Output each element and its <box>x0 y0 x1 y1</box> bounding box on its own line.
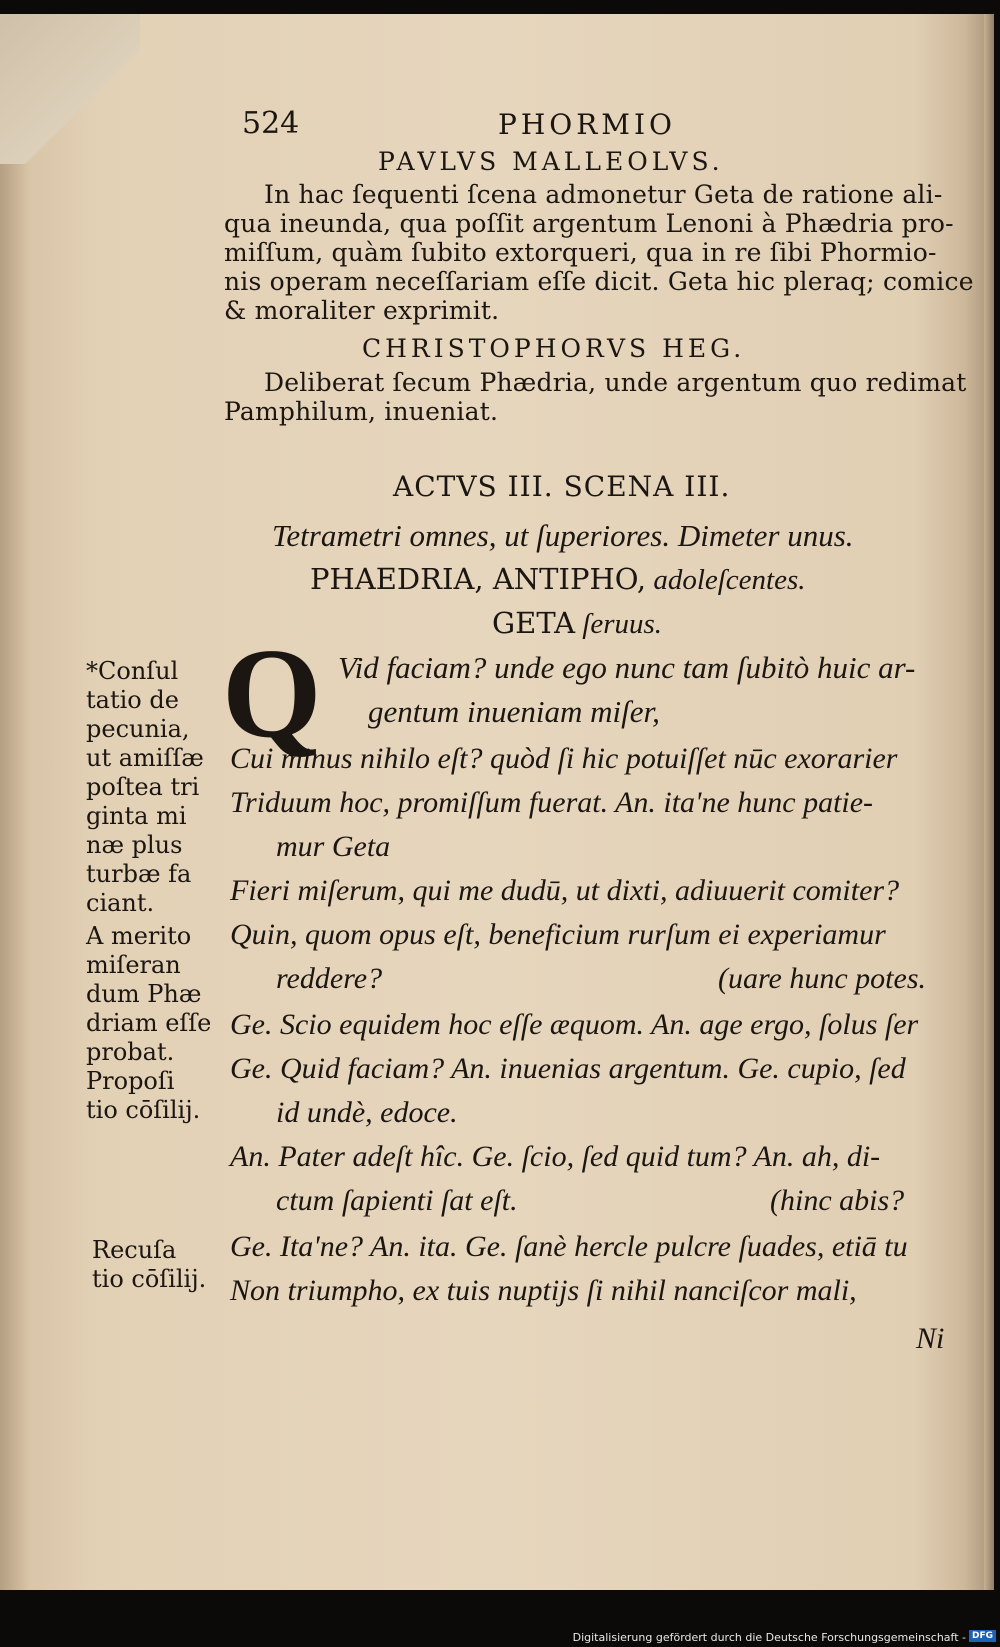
drop-cap: Q <box>222 622 322 764</box>
margin-note-line: Recuſa <box>92 1236 177 1264</box>
verse-line: ctum ſapienti ſat eſt. <box>276 1184 518 1217</box>
margin-note-line: dum Phæ <box>86 980 202 1008</box>
margin-note-line: A merito <box>86 922 192 950</box>
margin-note-line: ut amiſſæ <box>86 744 204 772</box>
margin-note-line: pecunia, <box>86 715 190 743</box>
commentary-line: In hac ſequenti ſcena admonetur Geta de ratione ali- <box>264 180 943 209</box>
scene-heading: ACTVS III. SCENA III. <box>393 470 731 503</box>
commentary-line: qua ineunda, qua poſſit argentum Lenoni à Phædria pro- <box>224 209 954 238</box>
verse-line: id undè, edoce. <box>276 1096 458 1129</box>
margin-note-line: Propoſi <box>86 1067 175 1095</box>
commentary-line: Pamphilum, inueniat. <box>224 397 499 426</box>
character-role: adoleſcentes. <box>646 564 806 596</box>
margin-note-line: tio cōſilij. <box>86 1096 201 1124</box>
verse-line: Fieri miſerum, qui me dudū, ut dixti, adiuuerit comiter? <box>230 874 900 907</box>
margin-note-line: probat. <box>86 1038 175 1066</box>
verse-line: Non triumpho, ex tuis nuptijs ſi nihil nanciſcor mali, <box>230 1274 857 1307</box>
margin-note-line: ginta mi <box>86 802 187 830</box>
servant-role: ſeruus. <box>575 608 663 640</box>
character-names: PHAEDRIA, ANTIPHO, <box>310 562 647 596</box>
margin-note-line: *Conſul <box>86 657 179 685</box>
margin-note-line: ciant. <box>86 889 155 917</box>
margin-note-line: turbæ fa <box>86 860 192 888</box>
commentary-line: miſſum, quàm ſubito extorqueri, qua in re ſibi Phormio- <box>224 238 937 267</box>
meter-note: Tetrametri omnes, ut ſuperiores. Dimeter unus. <box>272 518 854 553</box>
commentary-author: PAVLVS MALLEOLVS. <box>378 147 724 176</box>
verse-line-runover: (hinc abis? <box>770 1184 905 1217</box>
verse-line: Triduum hoc, promiſſum fuerat. An. ita'ne hunc patie- <box>230 786 874 819</box>
commentary-line: Deliberat ſecum Phædria, unde argentum quo redimat <box>264 368 967 397</box>
page-edge <box>984 14 994 1590</box>
servant-line <box>492 606 662 641</box>
verse-line: Quin, quom opus eſt, beneficium rurſum ei experiamur <box>230 918 886 951</box>
catchword: Ni <box>916 1322 945 1355</box>
page-number: 524 <box>242 106 300 141</box>
margin-note-line: miſeran <box>86 951 181 979</box>
verse-line: reddere? <box>276 962 383 995</box>
verse-line: mur Geta <box>276 830 391 863</box>
commentary-line: & moraliter exprimit. <box>224 296 500 325</box>
servant-name: GETA <box>492 606 576 640</box>
verse-line: Ge. Scio equidem hoc eſſe æquom. An. age ergo, ſolus ſer <box>230 1008 919 1041</box>
running-title: PHORMIO <box>498 108 676 141</box>
verse-line: An. Pater adeſt hîc. Ge. ſcio, ſed quid tum? An. ah, di- <box>230 1140 881 1173</box>
margin-note-line: næ plus <box>86 831 183 859</box>
verse-line: Ge. Quid faciam? An. inuenias argentum. Ge. cupio, ſed <box>230 1052 906 1085</box>
verse-line-runover: (uare hunc potes. <box>718 962 927 995</box>
dfg-logo: DFG <box>969 1630 996 1642</box>
character-list <box>310 562 806 597</box>
folded-corner <box>0 14 140 164</box>
verse-line: gentum inueniam miſer, <box>368 694 660 729</box>
margin-note-line: tatio de <box>86 686 179 714</box>
margin-note-line: tio cōſilij. <box>92 1265 207 1293</box>
verse-line: Ge. Ita'ne? An. ita. Ge. ſanè hercle pulcre ſuades, etiā tu <box>230 1230 908 1263</box>
book-page <box>0 14 994 1590</box>
commentary-line: nis operam neceſſariam eſſe dicit. Geta hic pleraq; comice <box>224 267 974 296</box>
commentary-author: CHRISTOPHORVS HEG. <box>362 334 746 363</box>
verse-line: Cui minus nihilo eſt? quòd ſi hic potuiſſet nūc exorarier <box>230 742 898 775</box>
digitization-credit: Digitalisierung gefördert durch die Deutsche Forschungsgemeinschaft - <box>572 1631 966 1644</box>
margin-note-line: poſtea tri <box>86 773 200 801</box>
margin-note-line: driam eſſe <box>86 1009 212 1037</box>
verse-line: Vid faciam? unde ego nunc tam ſubitò huic ar- <box>338 650 916 685</box>
